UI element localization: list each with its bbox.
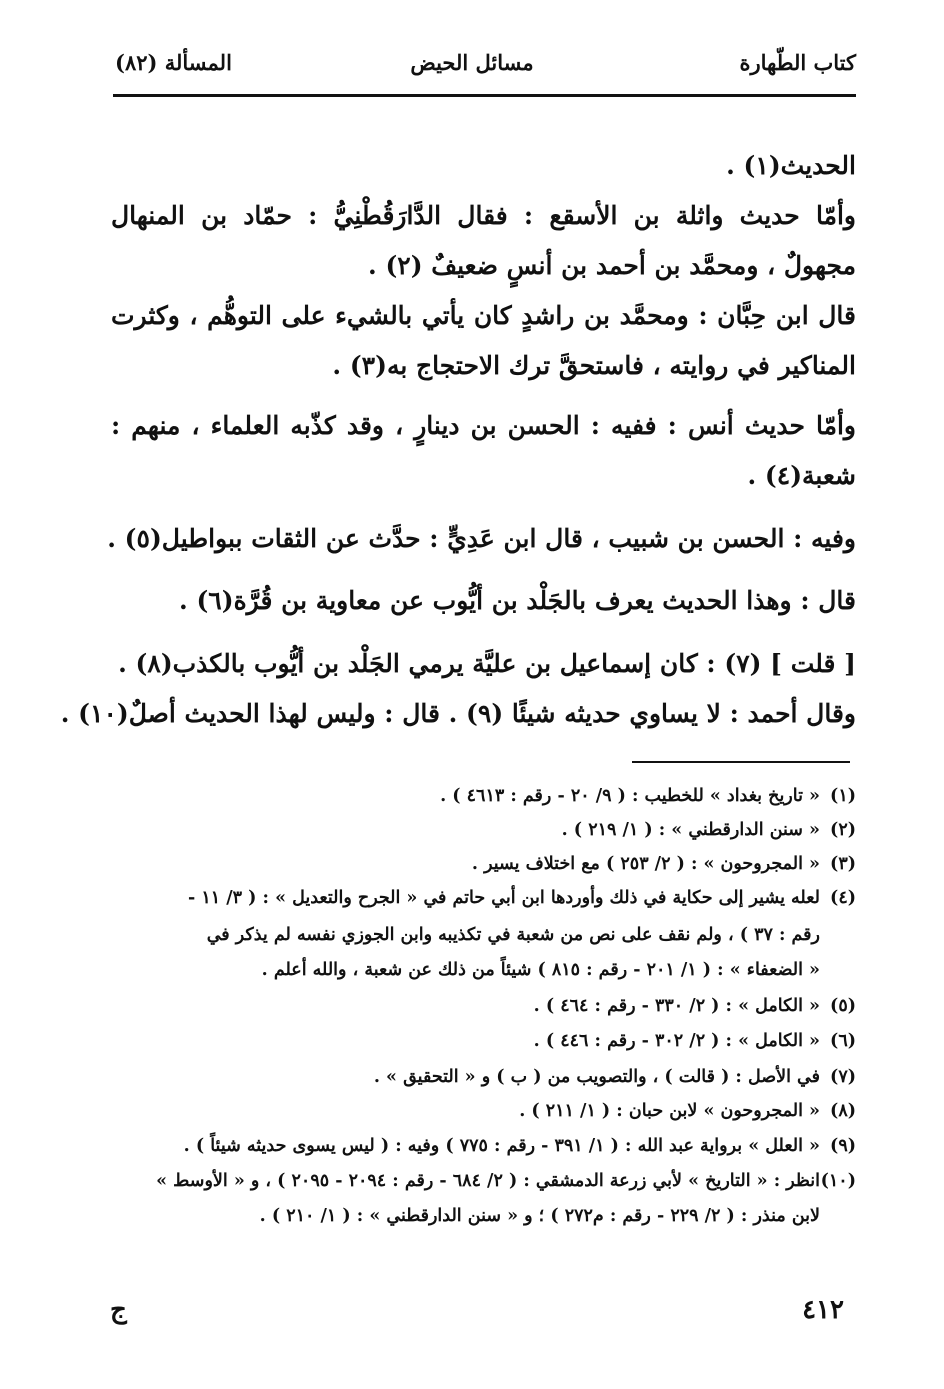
footnote-item [104, 1164, 856, 1198]
footnote-number: (٤) [830, 888, 856, 908]
footnote-continuation [104, 1199, 856, 1233]
text-line: شعبة(٤) . [747, 461, 856, 490]
page-number: ٤١٢ [802, 1295, 844, 1325]
footnote-text: « الضعفاء » : ( ١/ ٢٠١ - رقم : ٨١٥ ) شيئاً من ذلك عن شعبة ، والله أعلم . [261, 960, 820, 980]
footnote-number: (٩) [830, 1136, 856, 1156]
footnote-text: انظر : « التاريخ » لأبي زرعة الدمشقي : ( ٢/ ٦٨٤ - رقم : ٢٠٩٤ - ٢٠٩٥ ) ، و « الأوسط » [156, 1171, 820, 1191]
footnote-item [104, 1060, 856, 1094]
footnote-text: « الكامل » : ( ٢/ ٣٣٠ - رقم : ٤٦٤ ) . [533, 996, 820, 1016]
footnote-text: « تاريخ بغداد » للخطيب : ( ٩/ ٢٠ - رقم : ٤٦١٣ ) . [440, 786, 820, 806]
footnote-item [104, 847, 856, 881]
text-line: وأمّا حديث أنس : ففيه : الحسن بن دينارٍ ، وقد كذّبه العلماء ، منهم : [111, 411, 856, 440]
footnote-text: لابن منذر : ( ٢/ ٢٢٩ - رقم : م٢٧٢ ) ؛ و « سنن الدارقطني » : ( ١/ ٢١٠ ) . [259, 1206, 820, 1226]
footnote-number: (٨) [830, 1101, 856, 1121]
footnote-text: « الكامل » : ( ٢/ ٣٠٢ - رقم : ٤٤٦ ) . [533, 1031, 820, 1051]
footnote-text: « المجروحون » : ( ٢/ ٢٥٣ ) مع اختلاف يسير . [471, 854, 820, 874]
footnote-number: (١٠) [820, 1171, 856, 1191]
footnote-number: (٦) [830, 1031, 856, 1051]
text-line: مجهولٌ ، ومحمَّد بن أحمد بن أنسٍ ضعيفٌ (٢) . [368, 251, 856, 280]
text-line: [ قلت ] (٧) : كان إسماعيل بن عليَّة يرمي الجَلْد بن أيُّوب بالكذب(٨) . [118, 649, 856, 678]
text-line: قال ابن حِبَّان : ومحمَّد بن راشدٍ كان يأتي بالشيء على التوهُّم ، وكثرت [111, 301, 856, 330]
signature-mark: ج [110, 1295, 127, 1325]
footnote-continuation [104, 918, 856, 952]
footnote-text: « سنن الدارقطني » : ( ١/ ٢١٩ ) . [561, 820, 820, 840]
footnote-item [104, 1024, 856, 1058]
header-rule [113, 94, 856, 97]
footnote-item [104, 813, 856, 847]
text-line: الحديث(١) . [726, 151, 856, 180]
running-head-book: كتاب الطّهارة [739, 50, 856, 75]
footnote-text: لعله يشير إلى حكاية في ذلك وأوردها ابن أبي حاتم في « الجرح والتعديل » : ( ٣/ ١١ - [188, 888, 820, 908]
footnote-number: (٣) [830, 854, 856, 874]
footnote-number: (٥) [830, 996, 856, 1016]
text-line: وأمّا حديث واثلة بن الأسقع : فقال الدَّارَقُطْنِيُّ : حمّاد بن المنهال [111, 201, 856, 230]
running-head-issue: المسألة (٨٢) [115, 50, 232, 75]
footnote-item [104, 1094, 856, 1128]
footnote-text: « المجروحون » لابن حبان : ( ١/ ٢١١ ) . [519, 1101, 820, 1121]
footnote-item [104, 1129, 856, 1163]
footnote-rule [632, 761, 850, 763]
footnote-number: (٢) [830, 820, 856, 840]
text-line: المناكير في روايته ، فاستحقَّ ترك الاحتجاج به(٣) . [332, 351, 856, 380]
footnote-number: (٧) [830, 1067, 856, 1087]
text-line: قال : وهذا الحديث يعرف بالجَلْد بن أيُّوب عن معاوية بن قُرَّة(٦) . [179, 586, 856, 615]
footnote-item [104, 881, 856, 915]
footnote-item [104, 989, 856, 1023]
footnote-number: (١) [830, 786, 856, 806]
footnote-text: « العلل » برواية عبد الله : ( ١/ ٣٩١ - رقم : ٧٧٥ ) وفيه : ( ليس يسوى حديثه شيئاً ) . [183, 1136, 820, 1156]
footnote-text: رقم : ٣٧ ) ، ولم نقف على نص من شعبة في تكذيبه وابن الجوزي نفسه لم يذكر في [206, 925, 820, 945]
footnote-continuation [104, 953, 856, 987]
text-line: وفيه : الحسن بن شبيب ، قال ابن عَدِيٍّ : حدَّث عن الثقات ببواطيل(٥) . [107, 524, 856, 553]
footnote-text: في الأصل : ( قالت ) ، والتصويب من ( ب ) و « التحقيق » . [373, 1067, 820, 1087]
text-line: وقال أحمد : لا يساوي حديثه شيئًا (٩) . قال : وليس لهذا الحديث أصلٌ(١٠) . [60, 699, 856, 728]
footnote-item [104, 779, 856, 813]
running-head-chapter: مسائل الحيض [410, 50, 534, 75]
